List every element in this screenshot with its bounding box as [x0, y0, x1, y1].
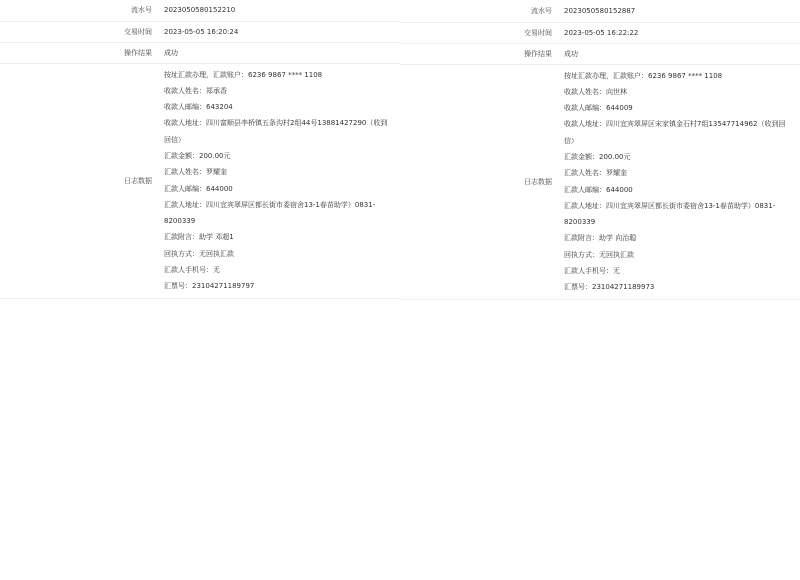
log-line: 汇款人姓名：罗耀奎: [164, 168, 227, 177]
record-panel-left: [0, 0, 400, 299]
log-line: 收款人姓名：郑承香: [164, 86, 227, 95]
log-data-row: [400, 64, 800, 299]
log-line: 汇款人姓名：罗耀奎: [564, 169, 627, 178]
log-line: 汇款人邮编：644000: [564, 185, 633, 194]
serial-number-value: 2023050580152887: [560, 1, 800, 22]
operation-result-value: 成功: [160, 42, 400, 63]
log-line: 回执方式：无回执汇款: [164, 249, 234, 258]
transaction-time-value: 2023-05-05 16:20:24: [160, 21, 400, 42]
log-line: 汇款附言：助学 向治聪: [564, 234, 637, 243]
log-line: 8200339: [564, 218, 596, 227]
serial-number-value: 2023050580152210: [160, 0, 400, 21]
operation-result-row: [400, 43, 800, 64]
operation-result-value: 成功: [560, 43, 800, 64]
log-line: 汇款人邮编：644000: [164, 184, 233, 193]
log-line: 回信）: [164, 135, 185, 144]
operation-result-label: 操作结果: [0, 42, 160, 63]
log-line: 收款人姓名：向世林: [564, 87, 627, 96]
log-line: 收款人邮编：643204: [164, 103, 233, 112]
transaction-time-row: [0, 21, 400, 42]
serial-number-row: [0, 0, 400, 21]
log-line: 汇票号：23104271189797: [164, 282, 255, 291]
record-table-left: [0, 0, 400, 299]
operation-result-label: 操作结果: [400, 43, 560, 64]
log-line: 按址汇款办理，汇款账户：6236 9867 **** 1108: [164, 70, 323, 79]
log-data-row: [0, 63, 400, 298]
record-table-right: [400, 1, 800, 300]
transaction-time-label: 交易时间: [400, 22, 560, 43]
log-line: 8200339: [164, 217, 196, 226]
operation-result-row: [0, 42, 400, 63]
log-line: 收款人地址：四川富顺县李桥镇五条沟村2组44号13881427290（收到: [164, 119, 388, 128]
log-data-label: 日志数据: [400, 64, 560, 299]
log-line: 汇款金额：200.00元: [564, 152, 631, 161]
log-line: 汇票号：23104271189973: [564, 283, 655, 292]
log-data-content: [160, 63, 400, 298]
log-line: 汇款金额：200.00元: [164, 151, 231, 160]
log-line: 汇款附言：助学 邓超1: [164, 233, 234, 242]
log-line: 收款人地址：四川宜宾翠屏区宋家镇金石村7组13547714962（收到回: [564, 120, 786, 129]
record-panel-right: [400, 1, 800, 300]
serial-number-label: 流水号: [0, 0, 160, 21]
log-data-label: 日志数据: [0, 63, 160, 298]
log-line: 汇款人手机号：无: [164, 266, 220, 275]
transaction-time-value: 2023-05-05 16:22:22: [560, 22, 800, 43]
log-line: 按址汇款办理，汇款账户：6236 9867 **** 1108: [564, 71, 723, 80]
log-line: 汇款人地址：四川宜宾翠屏区都长街市委宿舍13-1春苗助学）0831-: [164, 200, 376, 209]
log-data-content: [560, 64, 800, 299]
serial-number-row: [400, 1, 800, 22]
serial-number-label: 流水号: [400, 1, 560, 22]
log-line: 回执方式：无回执汇款: [564, 250, 634, 259]
transaction-time-label: 交易时间: [0, 21, 160, 42]
log-line: 汇款人地址：四川宜宾翠屏区都长街市委宿舍13-1春苗助学）0831-: [564, 201, 776, 210]
log-line: 信）: [564, 136, 578, 145]
log-line: 收款人邮编：644009: [564, 104, 633, 113]
log-line: 汇款人手机号：无: [564, 267, 620, 276]
transaction-time-row: [400, 22, 800, 43]
